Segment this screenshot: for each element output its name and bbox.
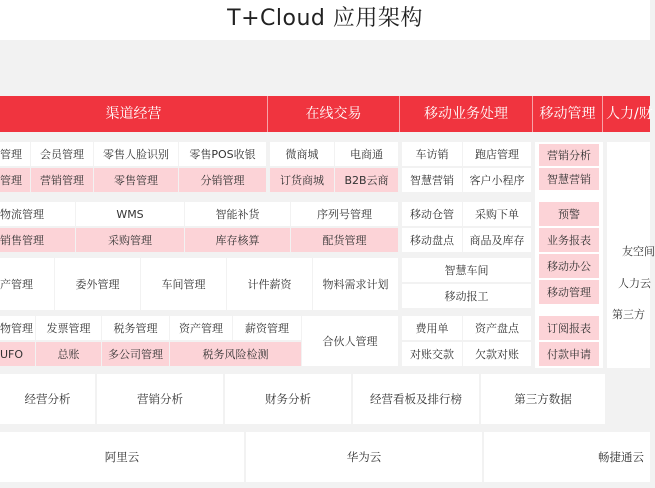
hr-item-2: 人力云 bbox=[618, 272, 650, 294]
analytics-item-4: 经营看板及排行榜 bbox=[353, 374, 479, 424]
row2-bottom-1: 销售管理 bbox=[0, 228, 75, 252]
row1-bottom-2: 营销管理 bbox=[31, 168, 93, 192]
row2-top-1: 物流管理 bbox=[0, 202, 75, 226]
mobile4-top-1: 费用单 bbox=[402, 316, 462, 340]
hr-item-1: 友空间 bbox=[622, 240, 650, 262]
row4-bottom-2: 总账 bbox=[36, 342, 101, 366]
header-online: 在线交易 bbox=[268, 96, 400, 132]
mobile3-item-2: 移动报工 bbox=[402, 284, 531, 308]
mgmt-item-6: 移动管理 bbox=[539, 280, 599, 304]
analytics-item-5: 第三方数据 bbox=[481, 374, 605, 424]
hr-item-3: 第三方 bbox=[612, 303, 650, 325]
mgmt-item-7: 订阅报表 bbox=[539, 316, 599, 340]
row1-bottom-4: 分销管理 bbox=[179, 168, 266, 192]
row3-item-4: 计件薪资 bbox=[227, 258, 312, 310]
online-top-1: 微商城 bbox=[270, 142, 334, 166]
row3-item-1: 产管理 bbox=[0, 258, 54, 310]
row1-bottom-1: 管理 bbox=[0, 168, 30, 192]
row4-bottom-3: 多公司管理 bbox=[102, 342, 169, 366]
online-top-2: 电商通 bbox=[335, 142, 398, 166]
page-title: T+Cloud 应用架构 bbox=[0, 0, 650, 40]
cloud-aliyun: 阿里云 bbox=[0, 432, 244, 482]
online-bottom-2: B2B云商 bbox=[335, 168, 398, 192]
row4-top-4: 资产管理 bbox=[170, 316, 232, 340]
mobile4-top-2: 资产盘点 bbox=[463, 316, 531, 340]
mobile2-bottom-1: 移动盘点 bbox=[402, 228, 462, 252]
mgmt-item-5: 移动办公 bbox=[539, 254, 599, 278]
mgmt-item-3: 预警 bbox=[539, 202, 599, 226]
mobile4-bottom-1: 对账交款 bbox=[402, 342, 462, 366]
mobile1-bottom-1: 智慧营销 bbox=[402, 168, 462, 192]
analytics-item-3: 财务分析 bbox=[225, 374, 351, 424]
row2-top-2: WMS bbox=[76, 202, 184, 226]
row3-item-3: 车间管理 bbox=[141, 258, 226, 310]
mobile1-top-2: 跑店管理 bbox=[463, 142, 531, 166]
mobile4-bottom-2: 欠款对账 bbox=[463, 342, 531, 366]
row2-top-4: 序列号管理 bbox=[291, 202, 398, 226]
analytics-item-1: 经营分析 bbox=[0, 374, 95, 424]
row2-bottom-4: 配货管理 bbox=[291, 228, 398, 252]
row3-item-5: 物料需求计划 bbox=[313, 258, 398, 310]
row3-item-2: 委外管理 bbox=[55, 258, 140, 310]
mgmt-item-2: 智慧营销 bbox=[539, 168, 599, 190]
mobile2-top-2: 采购下单 bbox=[463, 202, 531, 226]
row4-bottom-4: 税务风险检测 bbox=[170, 342, 301, 366]
analytics-item-2: 营销分析 bbox=[97, 374, 223, 424]
mgmt-item-4: 业务报表 bbox=[539, 228, 599, 252]
row4-top-5: 薪资管理 bbox=[233, 316, 301, 340]
mobile1-top-1: 车访销 bbox=[402, 142, 462, 166]
header-channel: 渠道经营 bbox=[0, 96, 268, 132]
row1-top-1: 管理 bbox=[0, 142, 30, 166]
mobile3-item-1: 智慧车间 bbox=[402, 258, 531, 282]
header-mobile-management: 移动管理 bbox=[533, 96, 603, 132]
mgmt-item-8: 付款申请 bbox=[539, 342, 599, 366]
partner-management: 合伙人管理 bbox=[302, 316, 398, 366]
row1-top-4: 零售POS收银 bbox=[179, 142, 266, 166]
header-mobile-business: 移动业务处理 bbox=[400, 96, 533, 132]
row4-top-2: 发票管理 bbox=[36, 316, 101, 340]
row1-top-2: 会员管理 bbox=[31, 142, 93, 166]
mobile2-bottom-2: 商品及库存 bbox=[463, 228, 531, 252]
row4-top-1: 物管理 bbox=[0, 316, 35, 340]
row2-top-3: 智能补货 bbox=[185, 202, 290, 226]
online-bottom-1: 订货商城 bbox=[270, 168, 334, 192]
cloud-huawei: 华为云 bbox=[246, 432, 482, 482]
mobile2-top-1: 移动仓管 bbox=[402, 202, 462, 226]
header-hr-finance: 人力/财 bbox=[603, 96, 650, 132]
row2-bottom-3: 库存核算 bbox=[185, 228, 290, 252]
mgmt-item-1: 营销分析 bbox=[539, 144, 599, 166]
row1-bottom-3: 零售管理 bbox=[94, 168, 178, 192]
cloud-chanjet: 畅捷通云 bbox=[484, 432, 650, 482]
mobile1-bottom-2: 客户小程序 bbox=[463, 168, 531, 192]
row4-top-3: 税务管理 bbox=[102, 316, 169, 340]
row1-top-3: 零售人脸识别 bbox=[94, 142, 178, 166]
row4-bottom-1: UFO bbox=[0, 342, 35, 366]
row2-bottom-2: 采购管理 bbox=[76, 228, 184, 252]
